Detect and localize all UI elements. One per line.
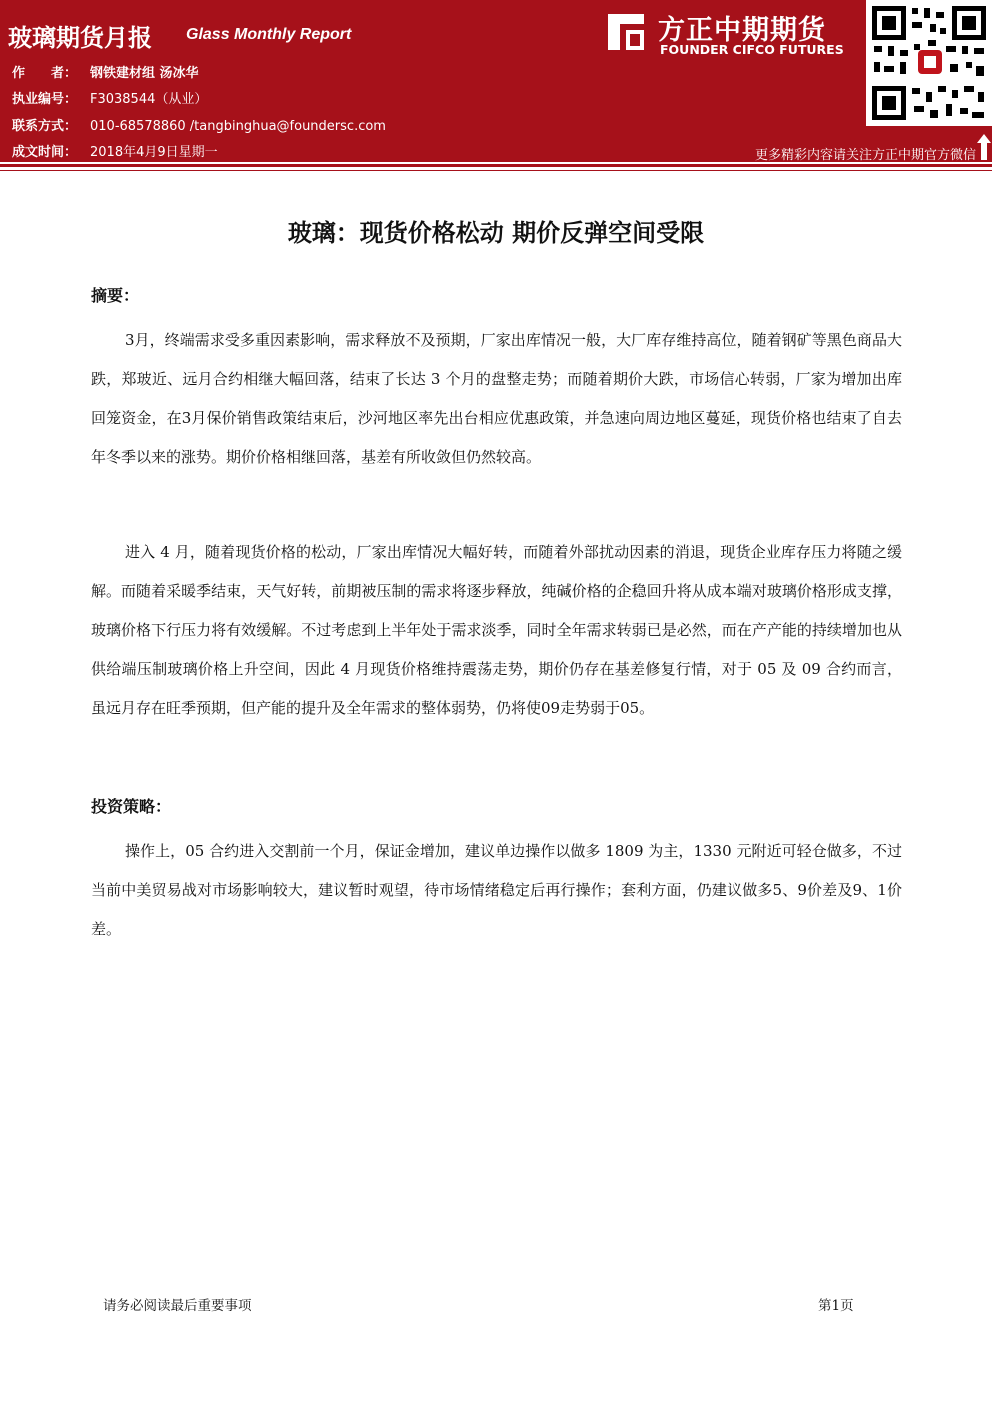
document-title: 玻璃：现货价格松动 期价反弹空间受限 (287, 219, 705, 247)
license-label: 执业编号： (12, 92, 78, 107)
strategy-heading: 投资策略： (91, 797, 172, 816)
report-header (0, 0, 992, 162)
footer-notice: 请务必阅读最后重要事项 (103, 1298, 252, 1314)
license-value: F3038544（从业） (90, 92, 208, 107)
header-divider (0, 164, 992, 167)
page-number: 第1页 (818, 1298, 854, 1314)
date-label: 成文时间： (12, 145, 78, 160)
author-label: 作 者： (12, 66, 78, 81)
logo-english-name: FOUNDER CIFCO FUTURES (660, 42, 844, 57)
header-divider-thin (0, 170, 992, 171)
report-subtitle: Glass Monthly Report (186, 26, 352, 43)
strategy-paragraph: 操作上，05 合约进入交割前一个月，保证金增加，建议单边操作以做多 1809 为主，1330 元附近可轻仓做多，不过当前中美贸易战对市场影响较大，建议暂时观望，待市场情绪稳定后再行操作；套利方面，仍建议做多5、9价差及9、1价差。 (91, 842, 902, 938)
author-value: 钢铁建材组 汤冰华 (90, 66, 199, 81)
summary-paragraph-2: 进入 4 月，随着现货价格的松动，厂家出库情况大幅好转，而随着外部扰动因素的消退，现货企业库存压力将随之缓解。而随着采暖季结束，天气好转，前期被压制的需求将逐步释放，纯碱价格的企稳回升将从成本端对玻璃价格形成支撑，玻璃价格下行压力将有效缓解。不过考虑到上半年处于需求淡季，同时全年需求转弱已是必然，而在产产能的持续增加也从供给端压制玻璃价格上升空间，因此 4 月现货价格维持震荡走势，期价仍存在基差修复行情，对于 05 及 09 合约而言，虽远月存在旺季预期，但产能的提升及全年需求的整体弱势，仍将使09走势弱于05。 (91, 543, 902, 717)
license-row (12, 88, 207, 107)
logo-chinese-name: 方正中期期货 (658, 15, 826, 46)
follow-wechat-text: 更多精彩内容请关注方正中期官方微信 (754, 148, 976, 163)
author-row (12, 62, 199, 81)
qr-code-icon (866, 0, 992, 126)
report-title: 玻璃期货月报 (8, 24, 152, 52)
date-row (12, 141, 218, 160)
brand-logo (604, 8, 860, 60)
contact-label: 联系方式： (12, 119, 78, 134)
summary-paragraph-1: 3月，终端需求受多重因素影响，需求释放不及预期，厂家出库情况一般，大厂库存维持高位，随着钢矿等黑色商品大跌，郑玻近、远月合约相继大幅回落，结束了长达 3 个月的盘整走势；而随着期价大跌，市场信心转弱，厂家为增加出库回笼资金，在3月保价销售政策结束后，沙河地区率先出台相应优惠政策，并急速向周边地区蔓延，现货价格也结束了自去年冬季以来的涨势。期价价格相继回落，基差有所收敛但仍然较高。 (91, 331, 902, 466)
summary-heading: 摘要： (91, 286, 140, 305)
contact-value: 010-68578860 /tangbinghua@foundersc.com (90, 119, 386, 134)
date-value: 2018年4月9日星期一 (90, 145, 218, 160)
up-arrow-icon (977, 134, 991, 160)
contact-row (12, 115, 386, 134)
founder-logo-icon (604, 10, 648, 54)
